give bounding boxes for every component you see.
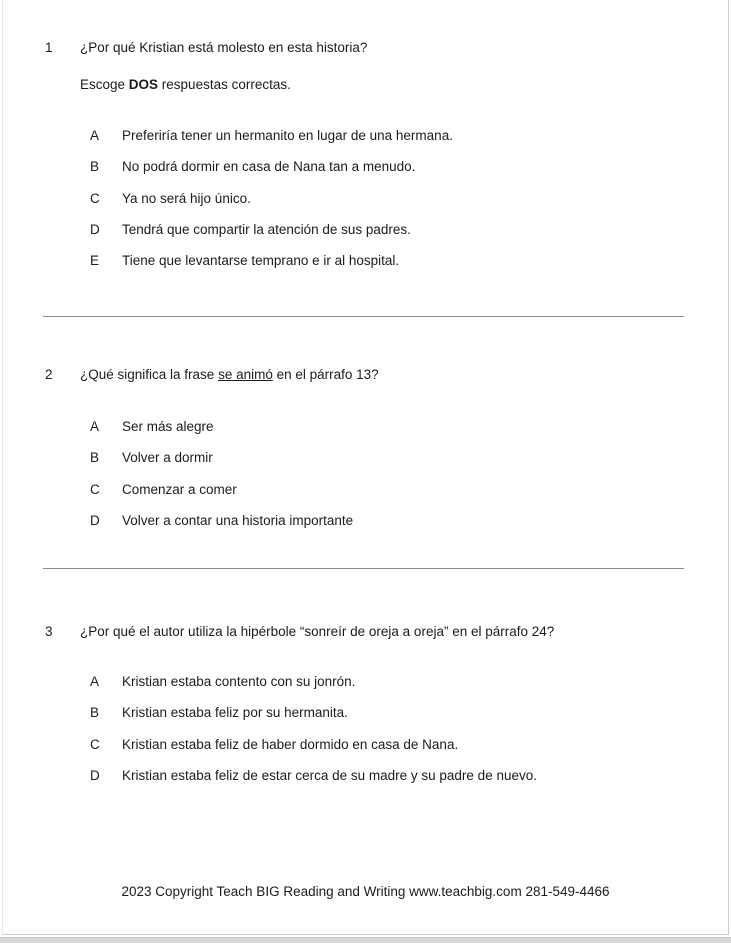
answer-option-row bbox=[0, 157, 731, 176]
answer-option-row bbox=[0, 480, 731, 499]
page-gap-band bbox=[0, 937, 731, 943]
option-text: Kristian estaba feliz por su hermanita. bbox=[122, 705, 348, 721]
question-prompt: ¿Por qué el autor utiliza la hipérbole “sonreír de oreja a oreja” en el párrafo 24? bbox=[80, 624, 555, 640]
answer-option-row bbox=[0, 735, 731, 754]
answer-option-row bbox=[0, 511, 731, 530]
option-letter: D bbox=[90, 513, 100, 529]
option-letter: A bbox=[90, 419, 100, 435]
option-text: Kristian estaba feliz de haber dormido en casa de Nana. bbox=[122, 736, 459, 752]
option-text: Volver a dormir bbox=[122, 450, 213, 466]
copyright-footer: 2023 Copyright Teach BIG Reading and Writing www.teachbig.com 281-549-4466 bbox=[121, 883, 610, 899]
question-prompt bbox=[80, 365, 379, 384]
section-divider bbox=[43, 568, 684, 569]
option-letter: C bbox=[90, 190, 100, 206]
prompt-underlined-phrase: se animó bbox=[218, 367, 273, 383]
question-2-prompt-row bbox=[0, 365, 731, 384]
answer-option-row bbox=[0, 126, 731, 145]
question-1-instruction bbox=[0, 75, 731, 94]
question-3 bbox=[0, 622, 731, 785]
option-text: No podrá dormir en casa de Nana tan a menudo. bbox=[122, 159, 416, 175]
question-3-options bbox=[0, 672, 731, 785]
page-left-edge bbox=[2, 0, 3, 935]
option-text: Tiene que levantarse temprano e ir al hospital. bbox=[122, 253, 400, 269]
answer-option-row bbox=[0, 766, 731, 785]
option-letter: E bbox=[90, 253, 100, 269]
option-letter: B bbox=[90, 159, 100, 175]
option-text: Volver a contar una historia importante bbox=[122, 513, 354, 529]
question-3-prompt-row bbox=[0, 622, 731, 641]
question-1-prompt-row bbox=[0, 38, 731, 57]
option-letter: C bbox=[90, 736, 100, 752]
question-2 bbox=[0, 365, 731, 530]
instruction-bold: DOS bbox=[128, 77, 159, 92]
option-letter: A bbox=[90, 674, 100, 690]
prompt-pre: ¿Qué significa la frase bbox=[80, 367, 219, 383]
option-text: Tendrá que compartir la atención de sus padres. bbox=[122, 221, 411, 237]
instruction-pre: Escoge bbox=[80, 77, 129, 92]
option-letter: A bbox=[90, 128, 100, 143]
option-text: Preferiría tener un hermanito en lugar de una hermana. bbox=[122, 128, 453, 143]
question-number: 3 bbox=[45, 624, 53, 640]
question-2-options bbox=[0, 417, 731, 530]
answer-option-row bbox=[0, 251, 731, 270]
question-number: 1 bbox=[45, 40, 53, 55]
question-number: 2 bbox=[45, 367, 53, 383]
answer-option-row bbox=[0, 703, 731, 722]
option-text: Comenzar a comer bbox=[122, 481, 237, 497]
option-text: Kristian estaba feliz de estar cerca de su madre y su padre de nuevo. bbox=[122, 767, 537, 783]
answer-option-row bbox=[0, 417, 731, 436]
option-text: Ser más alegre bbox=[122, 419, 214, 435]
question-1 bbox=[0, 38, 731, 270]
question-prompt: ¿Por qué Kristian está molesto en esta historia? bbox=[80, 40, 368, 55]
answer-option-row bbox=[0, 448, 731, 467]
option-letter: D bbox=[90, 767, 100, 783]
option-letter: D bbox=[90, 221, 100, 237]
page-right-edge bbox=[728, 0, 729, 935]
option-letter: B bbox=[90, 705, 100, 721]
option-text: Ya no será hijo único. bbox=[122, 190, 251, 206]
instruction-post: respuestas correctas. bbox=[158, 77, 291, 92]
question-1-options bbox=[0, 126, 731, 270]
answer-option-row bbox=[0, 220, 731, 239]
option-text: Kristian estaba contento con su jonrón. bbox=[122, 674, 356, 690]
section-divider bbox=[43, 316, 684, 317]
answer-option-row bbox=[0, 672, 731, 691]
answer-option-row bbox=[0, 189, 731, 208]
page-bottom-edge bbox=[3, 934, 729, 935]
prompt-post: en el párrafo 13? bbox=[272, 367, 379, 383]
option-letter: B bbox=[90, 450, 100, 466]
option-letter: C bbox=[90, 481, 100, 497]
